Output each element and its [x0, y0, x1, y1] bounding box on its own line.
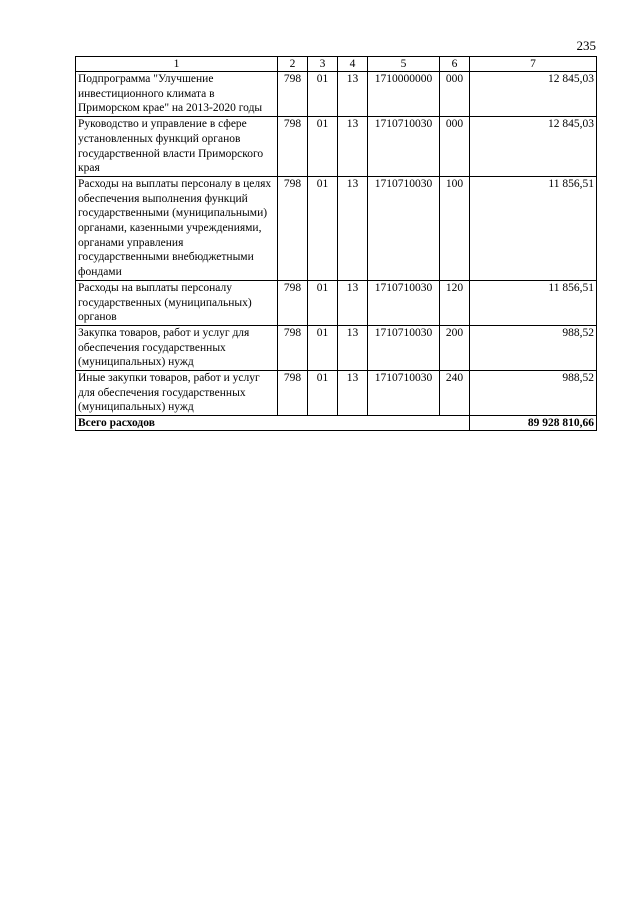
cell-amount: 11 856,51 — [470, 280, 597, 325]
cell-subsection: 13 — [338, 117, 368, 177]
table-row — [76, 117, 597, 177]
cell-amount: 12 845,03 — [470, 117, 597, 177]
total-row — [76, 416, 597, 431]
column-header: 5 — [368, 57, 440, 72]
row-name: Закупка товаров, работ и услуг для обеспечения государственных (муниципальных) нужд — [76, 325, 278, 370]
table-row — [76, 72, 597, 117]
cell-section: 01 — [308, 117, 338, 177]
cell-ministry: 798 — [278, 280, 308, 325]
row-name: Подпрограмма "Улучшение инвестиционного климата в Приморском крае" на 2013-2020 годы — [76, 72, 278, 117]
cell-section: 01 — [308, 325, 338, 370]
cell-subsection: 13 — [338, 280, 368, 325]
cell-subsection: 13 — [338, 371, 368, 416]
row-name: Расходы на выплаты персоналу в целях обеспечения выполнения функций государственными (муниципальными) органами, казенными учреждениями, органами управления государственными внебюджетными фондами — [76, 176, 278, 280]
cell-subsection: 13 — [338, 72, 368, 117]
cell-ministry: 798 — [278, 176, 308, 280]
table-row — [76, 176, 597, 280]
column-header: 7 — [470, 57, 597, 72]
cell-target-article: 1710710030 — [368, 371, 440, 416]
cell-section: 01 — [308, 176, 338, 280]
cell-amount: 988,52 — [470, 371, 597, 416]
total-label: Всего расходов — [76, 416, 470, 431]
table-row — [76, 325, 597, 370]
cell-amount: 12 845,03 — [470, 72, 597, 117]
table-row — [76, 371, 597, 416]
column-header: 3 — [308, 57, 338, 72]
cell-expense-type: 000 — [440, 117, 470, 177]
cell-expense-type: 100 — [440, 176, 470, 280]
cell-target-article: 1710710030 — [368, 280, 440, 325]
row-name: Иные закупки товаров, работ и услуг для обеспечения государственных (муниципальных) нужд — [76, 371, 278, 416]
cell-ministry: 798 — [278, 371, 308, 416]
cell-expense-type: 120 — [440, 280, 470, 325]
cell-ministry: 798 — [278, 72, 308, 117]
row-name: Расходы на выплаты персоналу государственных (муниципальных) органов — [76, 280, 278, 325]
cell-target-article: 1710000000 — [368, 72, 440, 117]
header-row — [76, 57, 597, 72]
cell-amount: 988,52 — [470, 325, 597, 370]
cell-subsection: 13 — [338, 176, 368, 280]
column-header: 4 — [338, 57, 368, 72]
cell-target-article: 1710710030 — [368, 176, 440, 280]
cell-expense-type: 200 — [440, 325, 470, 370]
column-header: 2 — [278, 57, 308, 72]
column-header: 6 — [440, 57, 470, 72]
cell-target-article: 1710710030 — [368, 117, 440, 177]
cell-section: 01 — [308, 371, 338, 416]
total-amount: 89 928 810,66 — [470, 416, 597, 431]
cell-section: 01 — [308, 72, 338, 117]
page-number: 235 — [576, 38, 596, 53]
cell-ministry: 798 — [278, 325, 308, 370]
cell-subsection: 13 — [338, 325, 368, 370]
row-name: Руководство и управление в сфере установленных функций органов государственной власти Приморского края — [76, 117, 278, 177]
cell-target-article: 1710710030 — [368, 325, 440, 370]
cell-expense-type: 240 — [440, 371, 470, 416]
cell-section: 01 — [308, 280, 338, 325]
cell-amount: 11 856,51 — [470, 176, 597, 280]
budget-table — [75, 56, 597, 431]
cell-ministry: 798 — [278, 117, 308, 177]
cell-expense-type: 000 — [440, 72, 470, 117]
column-header: 1 — [76, 57, 278, 72]
table-row — [76, 280, 597, 325]
